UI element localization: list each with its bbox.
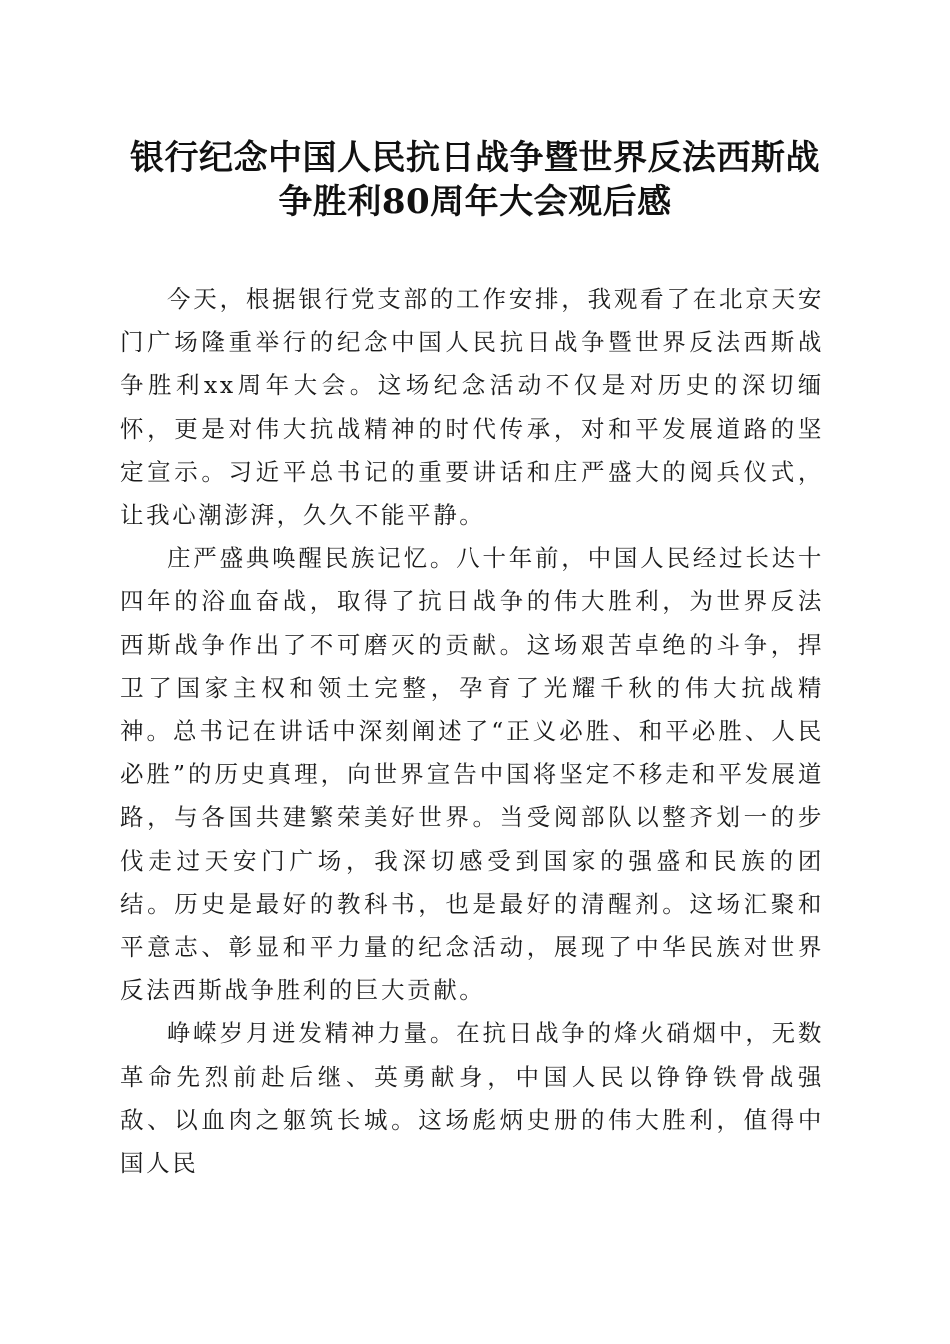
document-title	[110, 136, 840, 224]
paragraph-memory: 庄严盛典唤醒民族记忆。八十年前，中国人民经过长达十四年的浴血奋战，取得了抗日战争的伟大胜利，为世界反法西斯战争作出了不可磨灭的贡献。这场艰苦卓绝的斗争，捍卫了国家主权和领土完整，孕育了光耀千秋的伟大抗战精神。总书记在讲话中深刻阐述了“正义必胜、和平必胜、人民必胜”的历史真理，向世界宣告中国将坚定不移走和平发展道路，与各国共建繁荣美好世界。当受阅部队以整齐划一的步伐走过天安门广场，我深切感受到国家的强盛和民族的团结。历史是最好的教科书，也是最好的清醒剂。这场汇聚和平意志、彰显和平力量的纪念活动，展现了中华民族对世界反法西斯战争胜利的巨大贡献。	[120, 544, 824, 1005]
title-line-1: 银行纪念中国人民抗日战争暨世界反法西斯战	[130, 138, 820, 178]
document-body	[120, 278, 824, 1185]
paragraph-spirit: 峥嵘岁月迸发精神力量。在抗日战争的烽火硝烟中，无数革命先烈前赴后继、英勇献身，中国人民以铮铮铁骨战强敌、以血肉之躯筑长城。这场彪炳史册的伟大胜利，值得中国人民	[120, 1019, 824, 1178]
paragraph-intro: 今天，根据银行党支部的工作安排，我观看了在北京天安门广场隆重举行的纪念中国人民抗日战争暨世界反法西斯战争胜利xx周年大会。这场纪念活动不仅是对历史的深切缅怀，更是对伟大抗战精神的时代传承，对和平发展道路的坚定宣示。习近平总书记的重要讲话和庄严盛大的阅兵仪式，让我心潮澎湃，久久不能平静。	[120, 285, 824, 530]
title-line-2: 争胜利80周年大会观后感	[278, 182, 672, 222]
